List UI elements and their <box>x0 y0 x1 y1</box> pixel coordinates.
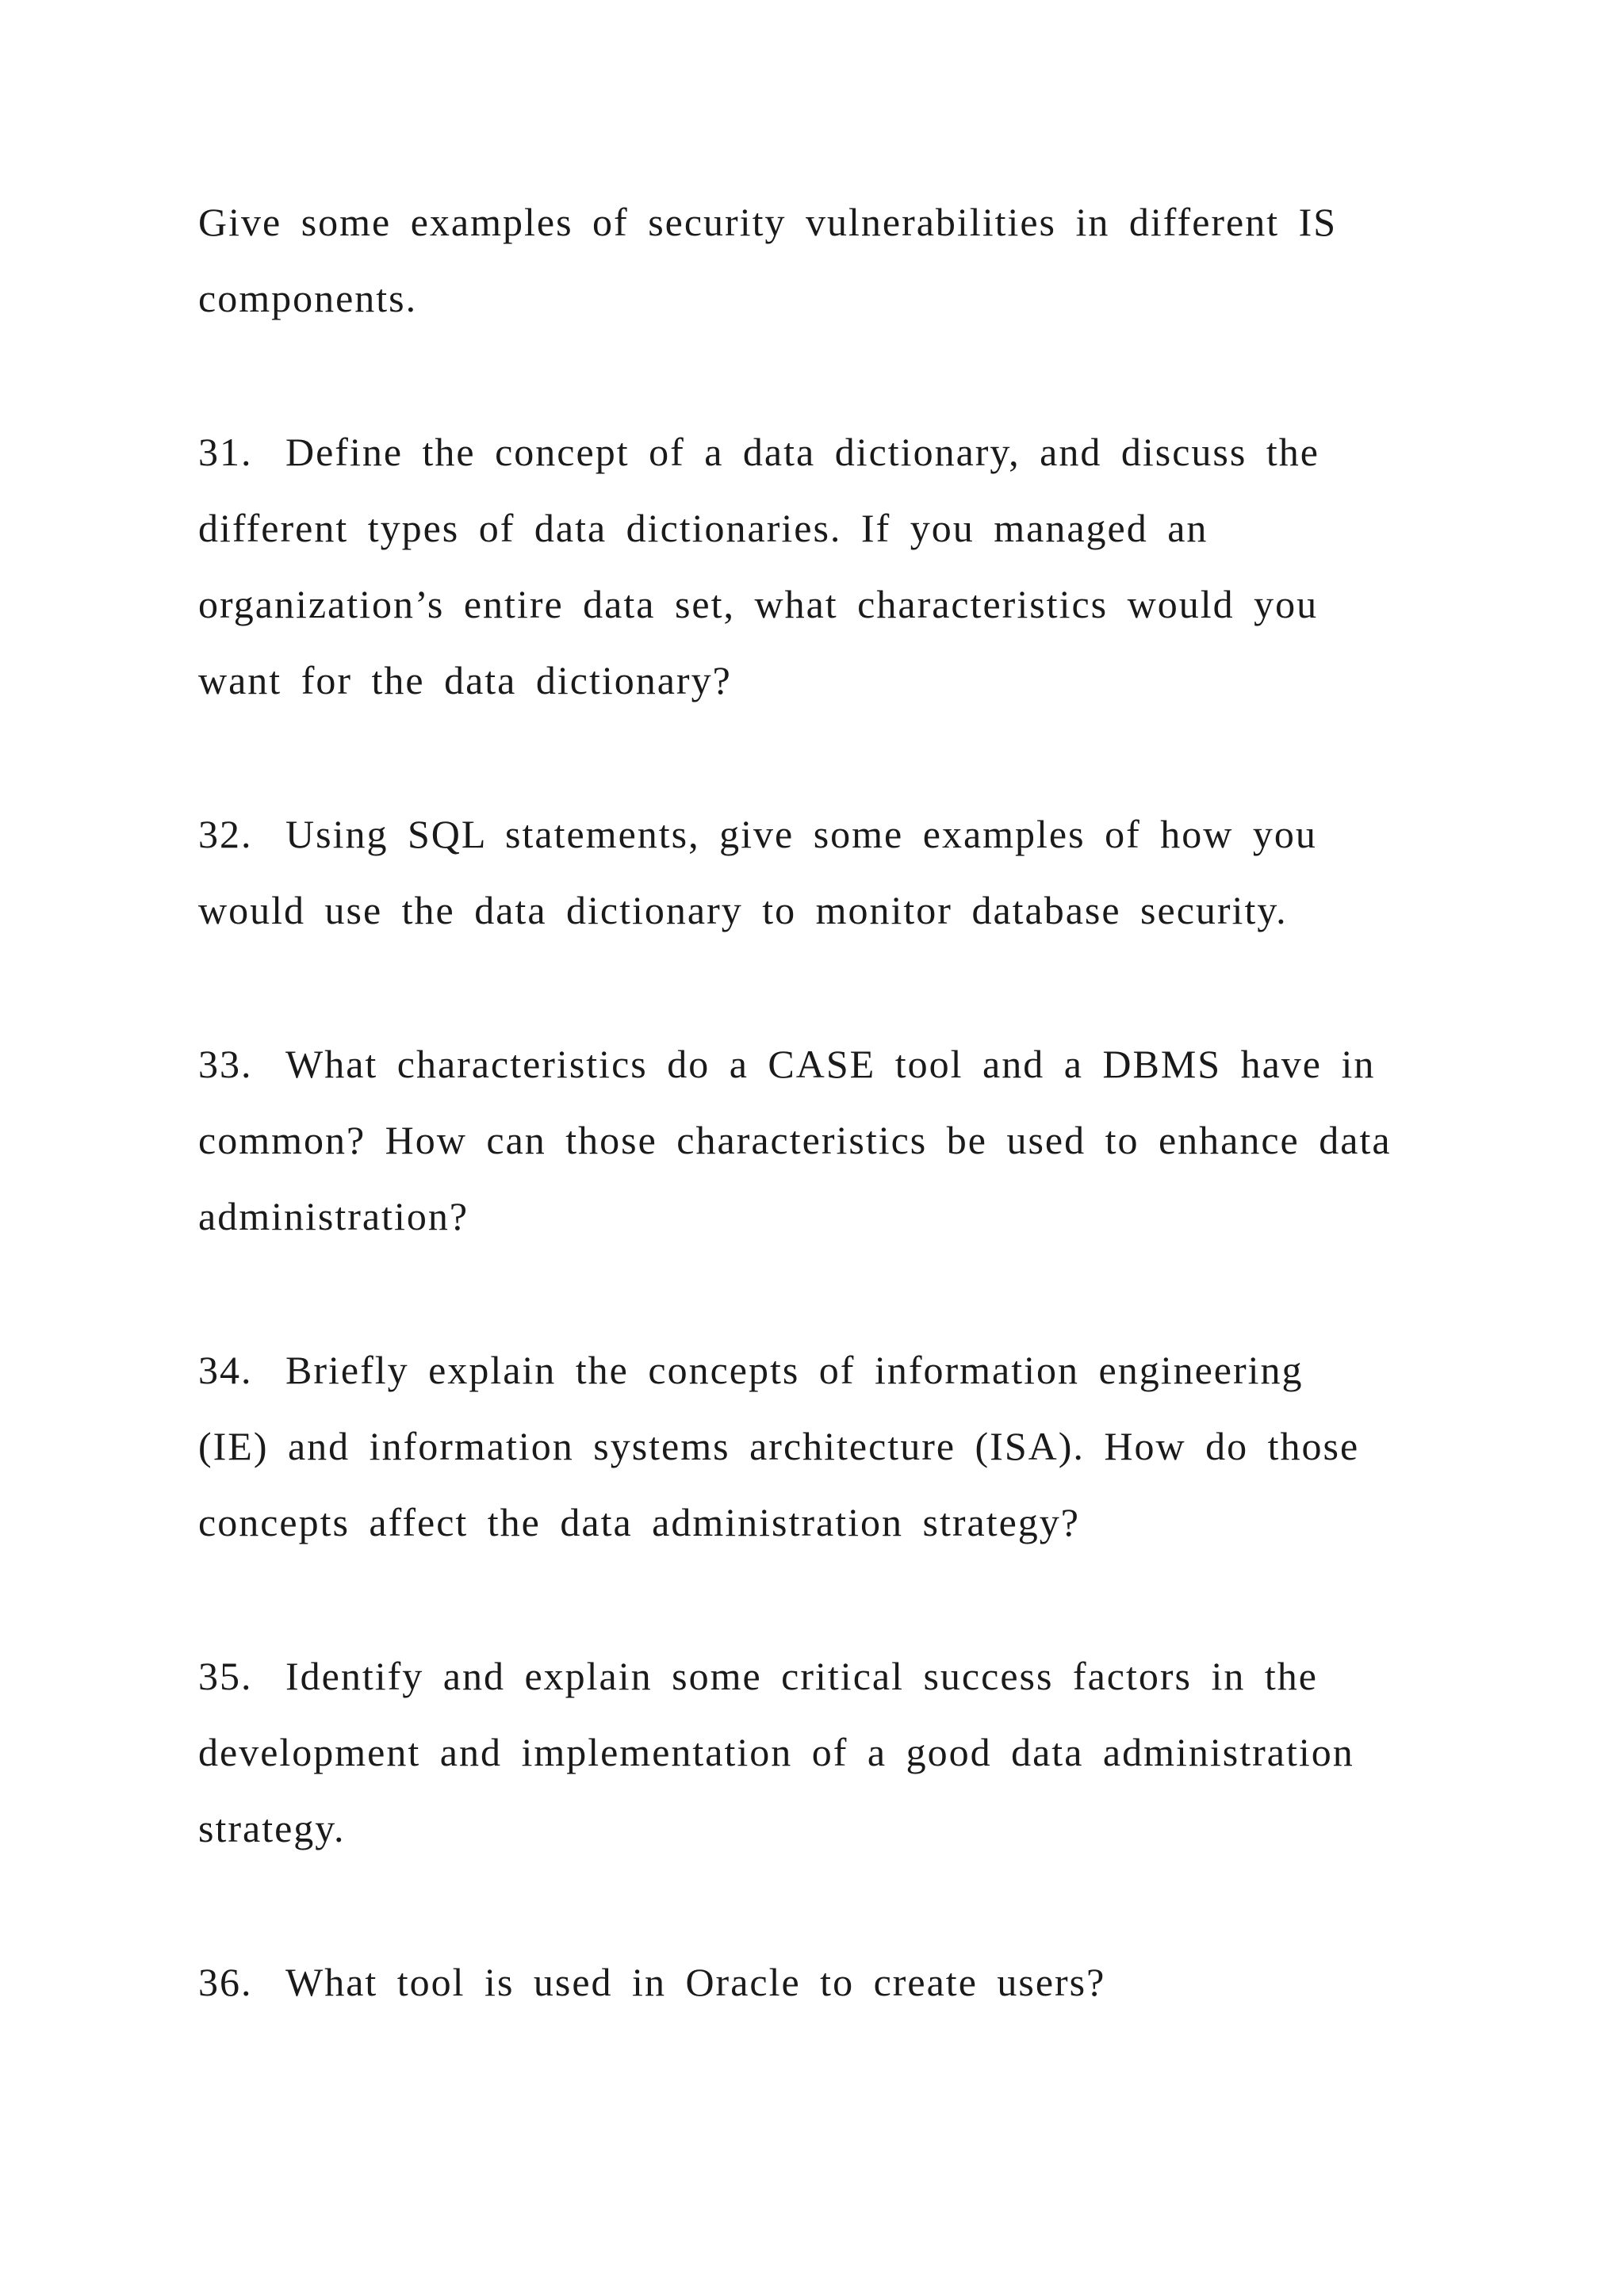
question-line: What tool is used in Oracle to create users? <box>285 1960 1106 2004</box>
question-line: administration? <box>198 1194 469 1238</box>
question-36 <box>198 1944 1467 2020</box>
question-line: different types of data dictionaries. If you managed an <box>198 506 1208 550</box>
question-31 <box>198 414 1467 718</box>
question-line: components. <box>198 276 418 320</box>
question-number: 35. <box>198 1654 253 1698</box>
question-34 <box>198 1332 1467 1560</box>
question-number: 33. <box>198 1042 253 1086</box>
question-line: What characteristics do a CASE tool and a DBMS have in <box>285 1042 1376 1086</box>
question-line: (IE) and information systems architecture (ISA). How do those <box>198 1424 1360 1468</box>
question-line: concepts affect the data administration strategy? <box>198 1500 1080 1544</box>
question-number: 36. <box>198 1960 253 2004</box>
question-33 <box>198 1026 1467 1254</box>
question-line: Give some examples of security vulnerabilities in different IS <box>198 200 1338 244</box>
question-line: Briefly explain the concepts of information engineering <box>285 1348 1304 1392</box>
question-35 <box>198 1638 1467 1866</box>
question-number: 34. <box>198 1348 253 1392</box>
question-number: 31. <box>198 430 253 474</box>
question-line: Using SQL statements, give some examples of how you <box>285 812 1317 856</box>
question-line: development and implementation of a good data administration <box>198 1730 1354 1774</box>
question-line: strategy. <box>198 1806 346 1850</box>
question-line: want for the data dictionary? <box>198 658 732 702</box>
question-line: common? How can those characteristics be used to enhance data <box>198 1118 1392 1162</box>
question-line: organization’s entire data set, what characteristics would you <box>198 582 1319 626</box>
question-number: 32. <box>198 812 253 856</box>
question-line: Define the concept of a data dictionary, and discuss the <box>285 430 1320 474</box>
question-line: would use the data dictionary to monitor database security. <box>198 888 1288 932</box>
question-intro <box>198 184 1467 336</box>
question-line: Identify and explain some critical success factors in the <box>285 1654 1318 1698</box>
question-32 <box>198 796 1467 948</box>
